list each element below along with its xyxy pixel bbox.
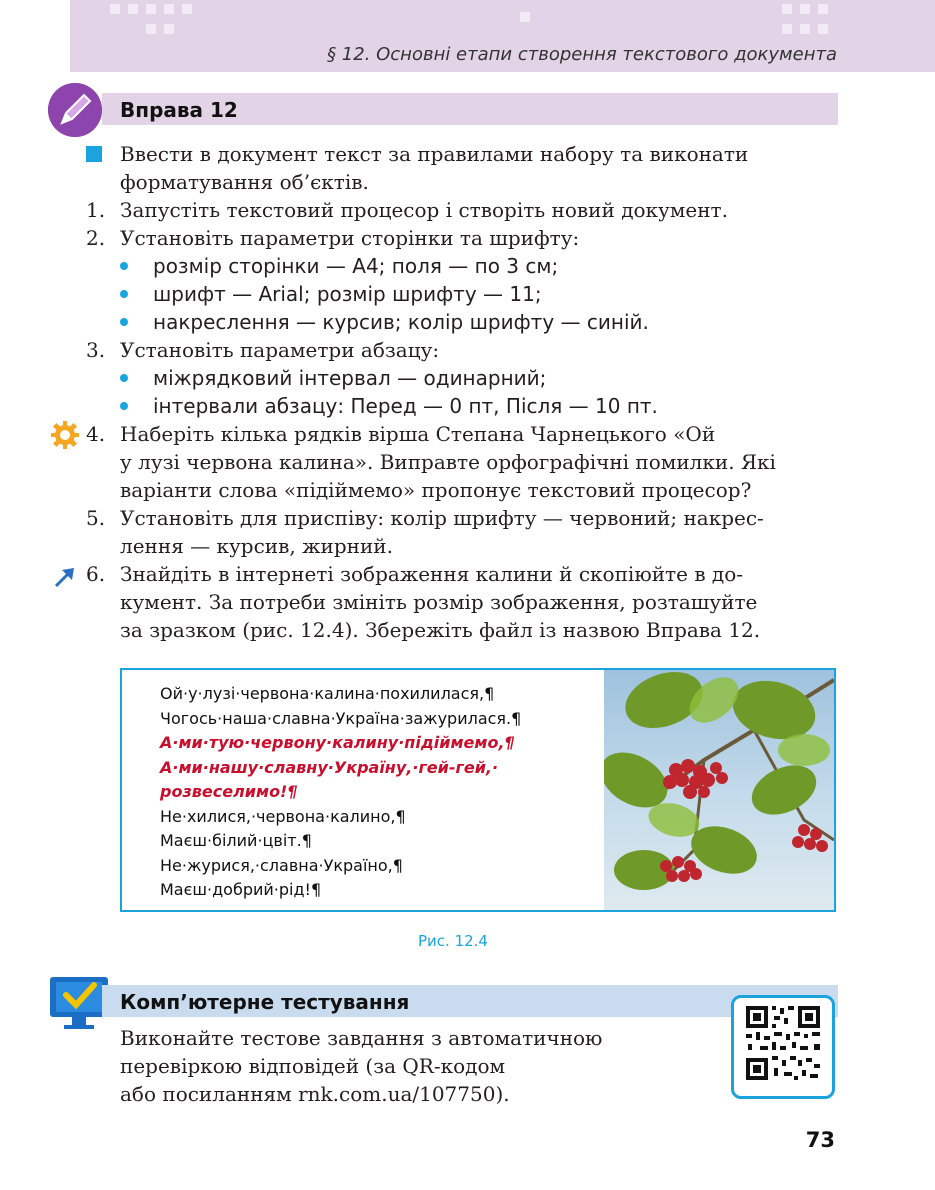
step-number: 6. [86, 562, 106, 586]
viburnum-photo [604, 670, 834, 910]
bullet-item: інтервали абзацу: Перед — 0 пт, Після — 10 пт. [153, 394, 658, 418]
testing-line: Виконайте тестове завдання з автоматичною [120, 1026, 603, 1050]
poem-refrain-line: А·ми·нашу·славну·Україну,·гей-гей,· [160, 757, 499, 777]
step-line: лення — курсив, жирний. [120, 534, 393, 558]
decor-square [800, 24, 810, 34]
decor-square [182, 4, 192, 14]
step-line: Запустіть текстовий процесор і створіть новий документ. [120, 198, 728, 222]
bullet-item: накреслення — курсив; колір шрифту — синій. [153, 310, 649, 334]
decor-square [782, 4, 792, 14]
bullet-icon [120, 402, 128, 410]
poem-line: Маєш·білий·цвіт.¶ [160, 831, 312, 850]
gear-icon [50, 420, 80, 454]
exercise-title: Вправа 12 [120, 98, 238, 122]
bullet-icon [120, 262, 128, 270]
poem-refrain-line: розвеселимо!¶ [160, 782, 298, 801]
bullet-icon [120, 318, 128, 326]
decor-square [146, 24, 156, 34]
decor-square [520, 12, 530, 22]
step-line: Знайдіть в інтернеті зображення калини й скопіюйте в до- [120, 562, 744, 586]
step-line: Установіть параметри сторінки та шрифту: [120, 226, 580, 250]
pencil-icon [48, 83, 102, 137]
monitor-check-icon [48, 975, 110, 1035]
intro-line: Ввести в документ текст за правилами набору та виконати [120, 142, 749, 166]
poem-line: Чогось·наша·славна·Україна·зажурилася.¶ [160, 708, 522, 728]
decor-square [800, 4, 810, 14]
bullet-icon [120, 374, 128, 382]
decor-square [164, 4, 174, 14]
bullet-icon [120, 290, 128, 298]
step-number: 4. [86, 422, 106, 446]
step-line: Установіть параметри абзацу: [120, 338, 440, 362]
figure-box [120, 668, 836, 912]
step-line: Наберіть кілька рядків вірша Степана Чарнецького «Ой [120, 422, 716, 446]
poem-refrain-line: А·ми·тую·червону·калину·підіймемо,¶ [160, 733, 515, 752]
decor-square [818, 24, 828, 34]
bullet-item: розмір сторінки — А4; поля — по 3 см; [153, 254, 559, 278]
step-line: за зразком (рис. 12.4). Збережіть файл із назвою Вправа 12. [120, 618, 761, 642]
step-line: Установіть для приспіву: колір шрифту — червоний; накрес- [120, 506, 764, 530]
qr-code[interactable] [731, 995, 835, 1099]
poem-text [160, 682, 521, 903]
figure-caption: Рис. 12.4 [418, 932, 488, 950]
testing-line: або посиланням rnk.com.ua/107750). [120, 1082, 510, 1106]
decor-square [164, 24, 174, 34]
step-line: варіанти слова «підіймемо» пропонує текстовий процесор? [120, 478, 752, 502]
step-number: 3. [86, 338, 106, 362]
arrow-icon [54, 566, 76, 592]
testing-title: Комп’ютерне тестування [120, 990, 410, 1014]
decor-square [818, 4, 828, 14]
decor-square [782, 24, 792, 34]
step-line: у лузі червона калина». Виправте орфографічні помилки. Які [120, 450, 776, 474]
section-title: § 12. Основні етапи створення текстового документа [327, 44, 837, 65]
poem-line: Не·хилися,·червона·калино,¶ [160, 806, 406, 826]
intro-line: форматування об’єктів. [120, 170, 369, 194]
decor-square [110, 4, 120, 14]
step-number: 1. [86, 198, 106, 222]
task-marker-icon [86, 146, 102, 162]
decor-square [128, 4, 138, 14]
decor-square [146, 4, 156, 14]
bullet-item: міжрядковий інтервал — одинарний; [153, 366, 547, 390]
step-number: 2. [86, 226, 106, 250]
poem-line: Ой·у·лузі·червона·калина·похилилася,¶ [160, 684, 495, 703]
poem-line: Не·журися,·славна·Україно,¶ [160, 855, 403, 875]
step-number: 5. [86, 506, 106, 530]
step-line: кумент. За потреби змініть розмір зображення, розташуйте [120, 590, 758, 614]
testing-line: перевіркою відповідей (за QR-кодом [120, 1054, 506, 1078]
poem-line: Маєш·добрий·рід!¶ [160, 880, 322, 899]
bullet-item: шрифт — Arial; розмір шрифту — 11; [153, 282, 542, 306]
page-number: 73 [805, 1128, 835, 1152]
